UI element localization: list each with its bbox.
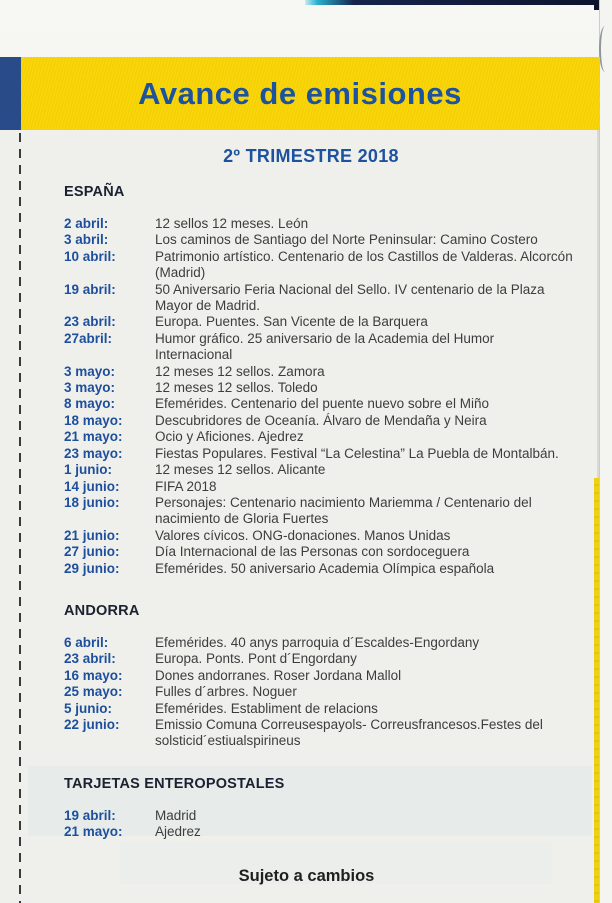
section-title: ESPAÑA [64, 184, 125, 200]
emission-date: 23 abril: [64, 651, 116, 667]
emission-description: Efemérides. 50 aniversario Academia Olímpica española [155, 560, 495, 576]
emission-description: Efemérides. 40 anys parroquia d´Escaldes-Engordany [155, 634, 480, 650]
emission-row [64, 544, 581, 560]
emission-row [64, 684, 581, 700]
emission-description: Personajes: Centenario nacimiento Mariemma / Centenario del nacimiento de Gloria Fuertes [155, 494, 532, 527]
emission-date: 14 junio: [64, 478, 120, 494]
emission-row [64, 331, 581, 364]
emission-row [64, 429, 581, 445]
emission-description: Emissio Comuna Correusespayols- Correusfrancesos.Festes del solsticid´estiualspirineus [155, 716, 543, 749]
banner [0, 57, 600, 130]
emission-date: 22 junio: [64, 716, 120, 732]
emission-description: Descubridores de Oceanía. Álvaro de Mendaña y Neira [155, 412, 487, 428]
emission-row [64, 249, 581, 282]
emission-date: 10 abril: [64, 248, 116, 264]
emission-date: 29 junio: [64, 560, 120, 576]
section-espana [64, 184, 581, 577]
emission-row [64, 462, 581, 478]
emission-row [64, 479, 581, 495]
emission-row [64, 668, 581, 684]
page-edge-shadow-line [597, 130, 599, 478]
emission-row [64, 824, 581, 840]
sections-container [64, 184, 581, 841]
banner-blue-block [0, 57, 21, 130]
emission-row [64, 635, 581, 651]
emission-description: Dones andorranes. Roser Jordana Mallol [155, 667, 402, 683]
emission-description: FIFA 2018 [155, 478, 217, 494]
emission-date: 18 junio: [64, 494, 120, 510]
emission-description: Valores cívicos. ONG-donaciones. Manos Unidas [155, 527, 451, 543]
emission-row [64, 701, 581, 717]
emission-row [64, 413, 581, 429]
emission-row [64, 364, 581, 380]
emission-row [64, 808, 581, 824]
emission-description: Los caminos de Santiago del Norte Peninsular: Camino Costero [155, 232, 538, 248]
emission-date: 3 mayo: [64, 363, 116, 379]
emission-description: Día Internacional de las Personas con sordoceguera [155, 544, 470, 560]
emission-description: Ocio y Aficiones. Ajedrez [155, 429, 304, 445]
emission-description: 12 sellos 12 meses. León [155, 216, 309, 231]
emission-date: 23 mayo: [64, 445, 123, 461]
emission-row [64, 446, 581, 462]
emission-description: 12 meses 12 sellos. Toledo [155, 380, 318, 396]
emission-date: 25 mayo: [64, 684, 123, 700]
emission-description: Efemérides. Establiment de relacions [155, 700, 378, 716]
emission-description: Ajedrez [155, 824, 201, 840]
emission-description: Europa. Puentes. San Vicente de la Barquera [155, 314, 428, 330]
emission-date: 27 junio: [64, 544, 120, 560]
quarter-subtitle: 2º TRIMESTRE 2018 [223, 146, 399, 166]
emission-date: 8 mayo: [64, 396, 116, 412]
emission-date: 21 mayo: [64, 824, 123, 840]
emission-row [64, 282, 581, 315]
emission-description: Fulles d´arbres. Noguer [155, 684, 297, 700]
emission-row [64, 495, 581, 528]
section-title: TARJETAS ENTEROPOSTALES [64, 775, 285, 792]
emission-date: 5 junio: [64, 700, 112, 716]
scan-edge-top-strip [305, 0, 612, 5]
emission-row [64, 314, 581, 330]
section-title: ANDORRA [64, 602, 140, 619]
emission-row [64, 380, 581, 396]
emission-description: Patrimonio artístico. Centenario de los Castillos de Valderas. Alcorcón (Madrid) [155, 248, 573, 281]
emission-date: 2 abril: [64, 216, 109, 231]
emission-description: Fiestas Populares. Festival “La Celestina” La Puebla de Montalbán. [155, 445, 559, 461]
perforation-dashed-line [19, 133, 21, 903]
footer-note: Sujeto a cambios [238, 866, 375, 885]
emission-date: 18 mayo: [64, 412, 123, 428]
emission-schedule [64, 184, 581, 886]
emission-date: 3 abril: [64, 232, 109, 248]
emission-date: 16 mayo: [64, 667, 123, 683]
page-title: Avance de emisiones [138, 75, 462, 111]
emission-row [64, 528, 581, 544]
emission-row [64, 232, 581, 248]
emission-description: 12 meses 12 sellos. Alicante [155, 462, 326, 478]
emission-date: 21 mayo: [64, 429, 123, 445]
curved-edge-mark [599, 26, 611, 72]
emission-date: 3 mayo: [64, 380, 116, 396]
emission-description: 50 Aniversario Feria Nacional del Sello. IV centenario de la Plaza Mayor de Madrid. [155, 281, 545, 314]
emission-description: 12 meses 12 sellos. Zamora [155, 363, 325, 379]
emission-date: 19 abril: [64, 807, 116, 823]
emission-date: 27abril: [64, 330, 113, 346]
page-right-edge [599, 0, 612, 903]
emission-description: Efemérides. Centenario del puente nuevo sobre el Miño [155, 396, 489, 412]
emission-date: 23 abril: [64, 314, 116, 330]
section-tarjetas-enteropostales [64, 776, 581, 841]
emission-date: 6 abril: [64, 634, 109, 650]
emission-row [64, 717, 581, 750]
emission-date: 19 abril: [64, 281, 116, 297]
section-andorra [64, 603, 581, 750]
emission-description: Madrid [155, 807, 197, 823]
emission-row [64, 216, 581, 232]
emission-description: Humor gráfico. 25 aniversario de la Academia del Humor Internacional [155, 330, 495, 363]
emission-row [64, 561, 581, 577]
emission-description: Europa. Ponts. Pont d´Engordany [155, 651, 357, 667]
emission-date: 21 junio: [64, 527, 120, 543]
next-page-yellow-edge [594, 478, 599, 903]
emission-date: 1 junio: [64, 462, 112, 478]
emission-row [64, 651, 581, 667]
emission-row [64, 396, 581, 412]
